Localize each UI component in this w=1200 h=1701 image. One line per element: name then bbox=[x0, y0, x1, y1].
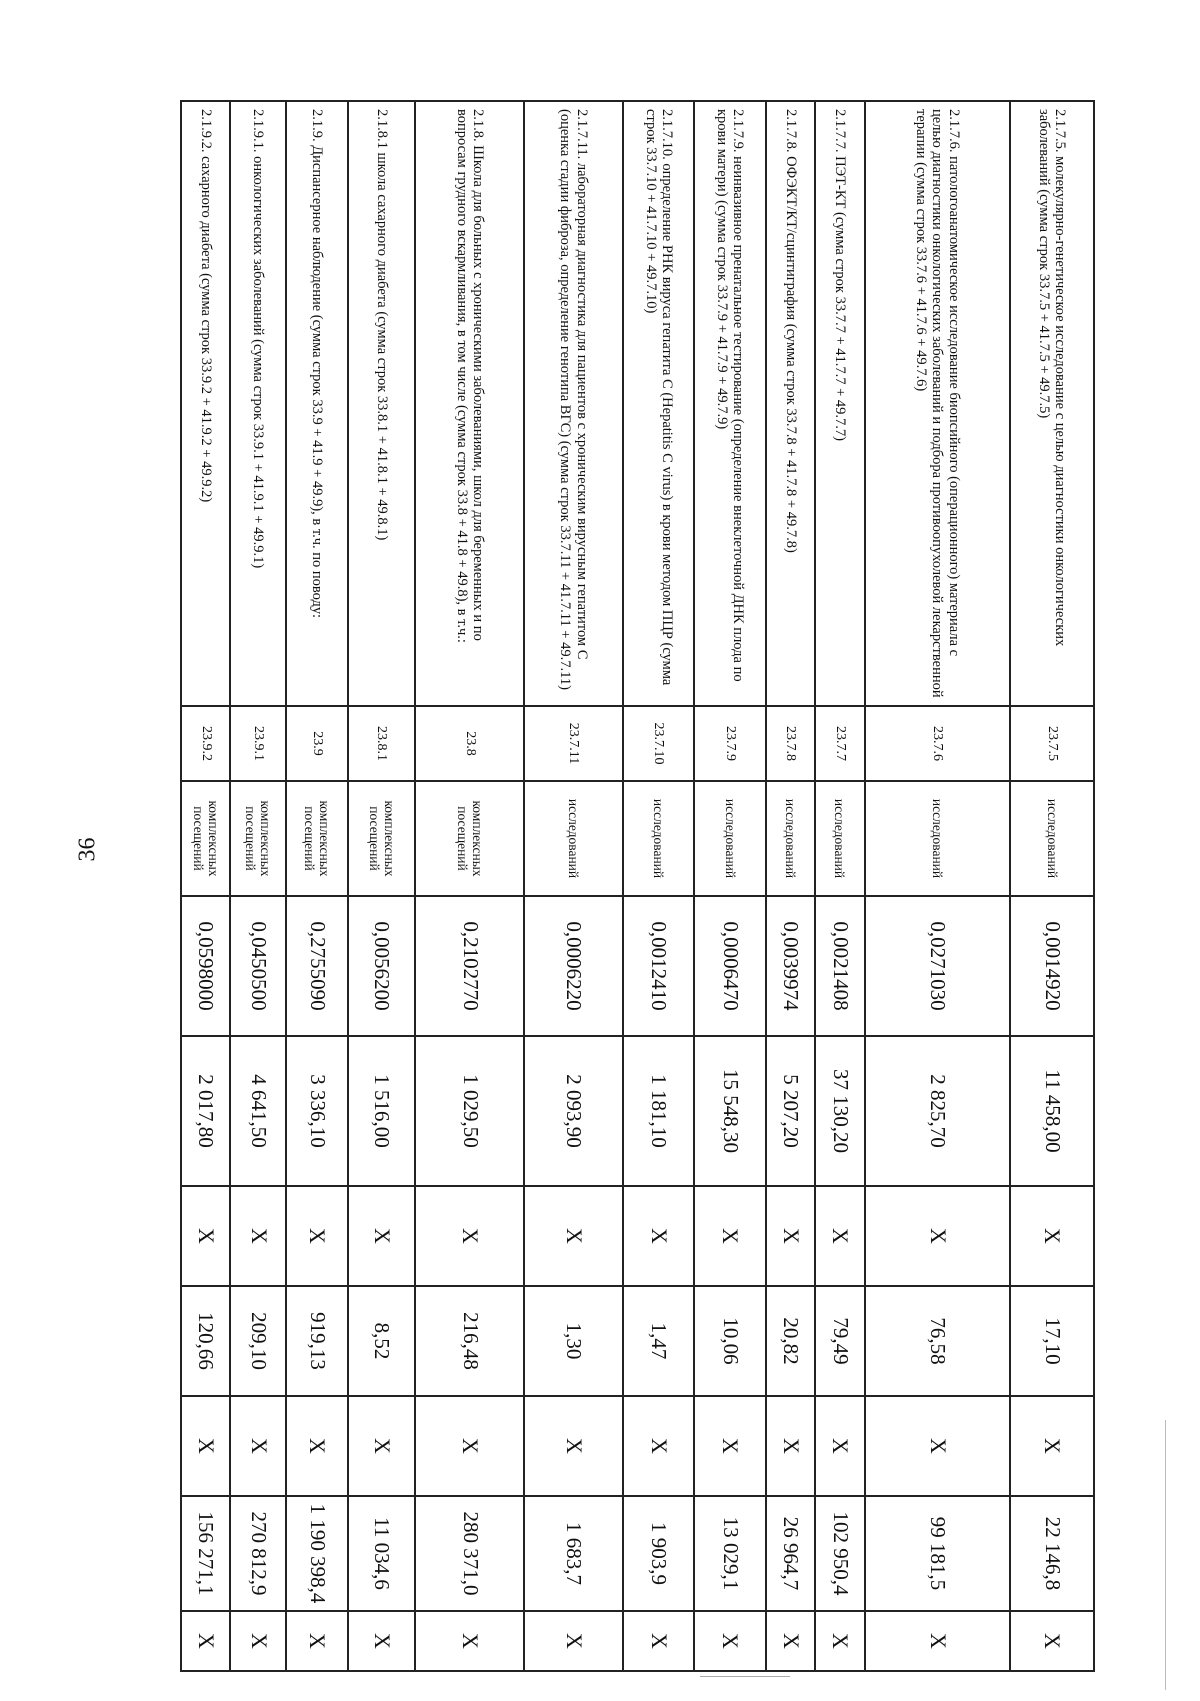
cell-norm: 0,0014920 bbox=[1010, 896, 1094, 1036]
table-row bbox=[524, 101, 623, 1671]
cell-per-capita: 209,10 bbox=[230, 1286, 286, 1396]
cell-cost: 1 516,00 bbox=[348, 1036, 416, 1186]
cell-row-code: 23.7.5 bbox=[1010, 706, 1094, 781]
cell-norm: 0,0039974 bbox=[766, 896, 815, 1036]
cell-x: X bbox=[348, 1396, 416, 1496]
table-row bbox=[1010, 101, 1094, 1671]
cell-x: X bbox=[1010, 1611, 1094, 1671]
cell-norm: 0,0056200 bbox=[348, 896, 416, 1036]
cell-x: X bbox=[623, 1186, 695, 1286]
cell-row-code: 23.9.2 bbox=[181, 706, 230, 781]
cell-description: 2.1.8. Школа для больных с хроническими заболеваниями, школ для беременных и по вопросам грудного вскармливания, в том числе (сумма строк 33.8 + 41.8 + 49.8), в т.ч.: bbox=[416, 101, 525, 706]
cell-x: X bbox=[623, 1611, 695, 1671]
cell-x: X bbox=[416, 1186, 525, 1286]
cell-x: X bbox=[230, 1611, 286, 1671]
cell-total-amount: 11 034,6 bbox=[348, 1496, 416, 1611]
scan-edge-line bbox=[1165, 1420, 1166, 1690]
cell-cost: 2 017,80 bbox=[181, 1036, 230, 1186]
table-row bbox=[766, 101, 815, 1671]
cell-description: 2.1.9. Диспансерное наблюдение (сумма строк 33.9 + 41.9 + 49.9), в т.ч. по поводу: bbox=[286, 101, 348, 706]
data-table-wrapper bbox=[180, 100, 1095, 1670]
cell-x: X bbox=[230, 1186, 286, 1286]
cell-norm: 0,0598000 bbox=[181, 896, 230, 1036]
scan-edge-mark bbox=[700, 1676, 790, 1677]
cell-cost: 4 641,50 bbox=[230, 1036, 286, 1186]
cell-description: 2.1.7.7. ПЭТ-КТ (сумма строк 33.7.7 + 41.7.7 + 49.7.7) bbox=[815, 101, 864, 706]
cell-row-code: 23.7.10 bbox=[623, 706, 695, 781]
cell-description: 2.1.8.1 школа сахарного диабета (сумма строк 33.8.1 + 41.8.1 + 49.8.1) bbox=[348, 101, 416, 706]
cell-cost: 1 181,10 bbox=[623, 1036, 695, 1186]
cell-x: X bbox=[286, 1611, 348, 1671]
table-row bbox=[694, 101, 766, 1671]
cell-x: X bbox=[865, 1186, 1011, 1286]
cell-unit: исследований bbox=[623, 781, 695, 896]
cell-per-capita: 1,30 bbox=[524, 1286, 623, 1396]
cell-total-amount: 280 371,0 bbox=[416, 1496, 525, 1611]
cell-total-amount: 1 683,7 bbox=[524, 1496, 623, 1611]
table-row bbox=[865, 101, 1011, 1671]
table-row bbox=[181, 101, 230, 1671]
cell-cost: 2 093,90 bbox=[524, 1036, 623, 1186]
cell-x: X bbox=[416, 1611, 525, 1671]
cell-x: X bbox=[865, 1611, 1011, 1671]
cell-x: X bbox=[766, 1186, 815, 1286]
cell-cost: 37 130,20 bbox=[815, 1036, 864, 1186]
cell-total-amount: 22 146,8 bbox=[1010, 1496, 1094, 1611]
cell-x: X bbox=[815, 1186, 864, 1286]
cell-x: X bbox=[766, 1396, 815, 1496]
table-row bbox=[623, 101, 695, 1671]
cell-unit: исследований bbox=[815, 781, 864, 896]
cell-x: X bbox=[694, 1186, 766, 1286]
cell-row-code: 23.7.7 bbox=[815, 706, 864, 781]
cell-total-amount: 102 950,4 bbox=[815, 1496, 864, 1611]
cell-x: X bbox=[416, 1396, 525, 1496]
cell-x: X bbox=[815, 1611, 864, 1671]
cell-unit: исследований bbox=[865, 781, 1011, 896]
cell-per-capita: 919,13 bbox=[286, 1286, 348, 1396]
cell-x: X bbox=[348, 1611, 416, 1671]
cell-x: X bbox=[230, 1396, 286, 1496]
cell-row-code: 23.8 bbox=[416, 706, 525, 781]
cell-x: X bbox=[181, 1611, 230, 1671]
cell-cost: 5 207,20 bbox=[766, 1036, 815, 1186]
cell-per-capita: 10,06 bbox=[694, 1286, 766, 1396]
cell-description: 2.1.7.9. неинвазивное пренатальное тестирование (определение внеклеточной ДНК плода по крови матери) (сумма строк 33.7.9 + 41.7.9 + 49.7.9) bbox=[694, 101, 766, 706]
cell-x: X bbox=[815, 1396, 864, 1496]
cell-description: 2.1.9.1. онкологических заболеваний (сумма строк 33.9.1 + 41.9.1 + 49.9.1) bbox=[230, 101, 286, 706]
cell-x: X bbox=[181, 1186, 230, 1286]
cell-norm: 0,0450500 bbox=[230, 896, 286, 1036]
cell-per-capita: 120,66 bbox=[181, 1286, 230, 1396]
cell-total-amount: 1 903,9 bbox=[623, 1496, 695, 1611]
cell-x: X bbox=[286, 1396, 348, 1496]
cell-cost: 2 825,70 bbox=[865, 1036, 1011, 1186]
cell-unit: исследований bbox=[524, 781, 623, 896]
table-row bbox=[416, 101, 525, 1671]
cell-x: X bbox=[694, 1611, 766, 1671]
cell-row-code: 23.7.6 bbox=[865, 706, 1011, 781]
cell-per-capita: 76,58 bbox=[865, 1286, 1011, 1396]
data-table bbox=[180, 100, 1095, 1672]
cell-per-capita: 17,10 bbox=[1010, 1286, 1094, 1396]
page-number: 36 bbox=[74, 837, 101, 862]
cell-per-capita: 79,49 bbox=[815, 1286, 864, 1396]
cell-norm: 0,0271030 bbox=[865, 896, 1011, 1036]
cell-cost: 15 548,30 bbox=[694, 1036, 766, 1186]
cell-x: X bbox=[694, 1396, 766, 1496]
cell-x: X bbox=[623, 1396, 695, 1496]
cell-total-amount: 156 271,1 bbox=[181, 1496, 230, 1611]
cell-row-code: 23.9 bbox=[286, 706, 348, 781]
cell-cost: 1 029,50 bbox=[416, 1036, 525, 1186]
cell-norm: 0,0006470 bbox=[694, 896, 766, 1036]
cell-x: X bbox=[524, 1396, 623, 1496]
cell-description: 2.1.7.8. ОФЭКТ/КТ/сцинтиграфия (сумма строк 33.7.8 + 41.7.8 + 49.7.8) bbox=[766, 101, 815, 706]
cell-unit: комплексных посещений bbox=[286, 781, 348, 896]
table-row bbox=[286, 101, 348, 1671]
cell-norm: 0,2102770 bbox=[416, 896, 525, 1036]
cell-x: X bbox=[181, 1396, 230, 1496]
cell-cost: 11 458,00 bbox=[1010, 1036, 1094, 1186]
cell-description: 2.1.7.6. патологоанатомическое исследование биопсийного (операционного) материала с целью диагностики онкологических заболеваний и подбора противоопухолевой лекарственной терапии (сумма строк 33.7.6 + 41.7.6 + 49.7.6) bbox=[865, 101, 1011, 706]
cell-row-code: 23.7.8 bbox=[766, 706, 815, 781]
cell-per-capita: 1,47 bbox=[623, 1286, 695, 1396]
cell-unit: исследований bbox=[766, 781, 815, 896]
cell-per-capita: 20,82 bbox=[766, 1286, 815, 1396]
cell-total-amount: 26 964,7 bbox=[766, 1496, 815, 1611]
cell-unit: комплексных посещений bbox=[348, 781, 416, 896]
table-row bbox=[815, 101, 864, 1671]
cell-x: X bbox=[865, 1396, 1011, 1496]
cell-x: X bbox=[286, 1186, 348, 1286]
table-row bbox=[230, 101, 286, 1671]
cell-unit: комплексных посещений bbox=[416, 781, 525, 896]
cell-total-amount: 13 029,1 bbox=[694, 1496, 766, 1611]
table-row bbox=[348, 101, 416, 1671]
cell-unit: комплексных посещений bbox=[230, 781, 286, 896]
cell-x: X bbox=[524, 1611, 623, 1671]
cell-per-capita: 8,52 bbox=[348, 1286, 416, 1396]
cell-description: 2.1.7.5. молекулярно-генетическое исследование с целью диагностики онкологических заболеваний (сумма строк 33.7.5 + 41.7.5 + 49.7.5) bbox=[1010, 101, 1094, 706]
cell-norm: 0,0021408 bbox=[815, 896, 864, 1036]
cell-row-code: 23.7.9 bbox=[694, 706, 766, 781]
cell-x: X bbox=[524, 1186, 623, 1286]
cell-x: X bbox=[348, 1186, 416, 1286]
cell-unit: исследований bbox=[694, 781, 766, 896]
cell-row-code: 23.8.1 bbox=[348, 706, 416, 781]
cell-per-capita: 216,48 bbox=[416, 1286, 525, 1396]
cell-total-amount: 99 181,5 bbox=[865, 1496, 1011, 1611]
cell-norm: 0,0012410 bbox=[623, 896, 695, 1036]
cell-row-code: 23.7.11 bbox=[524, 706, 623, 781]
cell-x: X bbox=[1010, 1396, 1094, 1496]
cell-unit: комплексных посещений bbox=[181, 781, 230, 896]
cell-cost: 3 336,10 bbox=[286, 1036, 348, 1186]
cell-norm: 0,2755090 bbox=[286, 896, 348, 1036]
cell-row-code: 23.9.1 bbox=[230, 706, 286, 781]
cell-x: X bbox=[1010, 1186, 1094, 1286]
cell-description: 2.1.7.10. определение РНК вируса гепатита С (Hepatitis C virus) в крови методом ПЦР (сумма строк 33.7.10 + 41.7.10 + 49.7.10) bbox=[623, 101, 695, 706]
cell-x: X bbox=[766, 1611, 815, 1671]
cell-description: 2.1.9.2. сахарного диабета (сумма строк 33.9.2 + 41.9.2 + 49.9.2) bbox=[181, 101, 230, 706]
cell-total-amount: 270 812,9 bbox=[230, 1496, 286, 1611]
cell-unit: исследований bbox=[1010, 781, 1094, 896]
cell-description: 2.1.7.11. лабораторная диагностика для пациентов с хроническим вирусным гепатитом С (оценка стадии фиброза, определение генотипа ВГС) (сумма строк 33.7.11 + 41.7.11 + 49.7.11) bbox=[524, 101, 623, 706]
cell-norm: 0,0006220 bbox=[524, 896, 623, 1036]
cell-total-amount: 1 190 398,4 bbox=[286, 1496, 348, 1611]
